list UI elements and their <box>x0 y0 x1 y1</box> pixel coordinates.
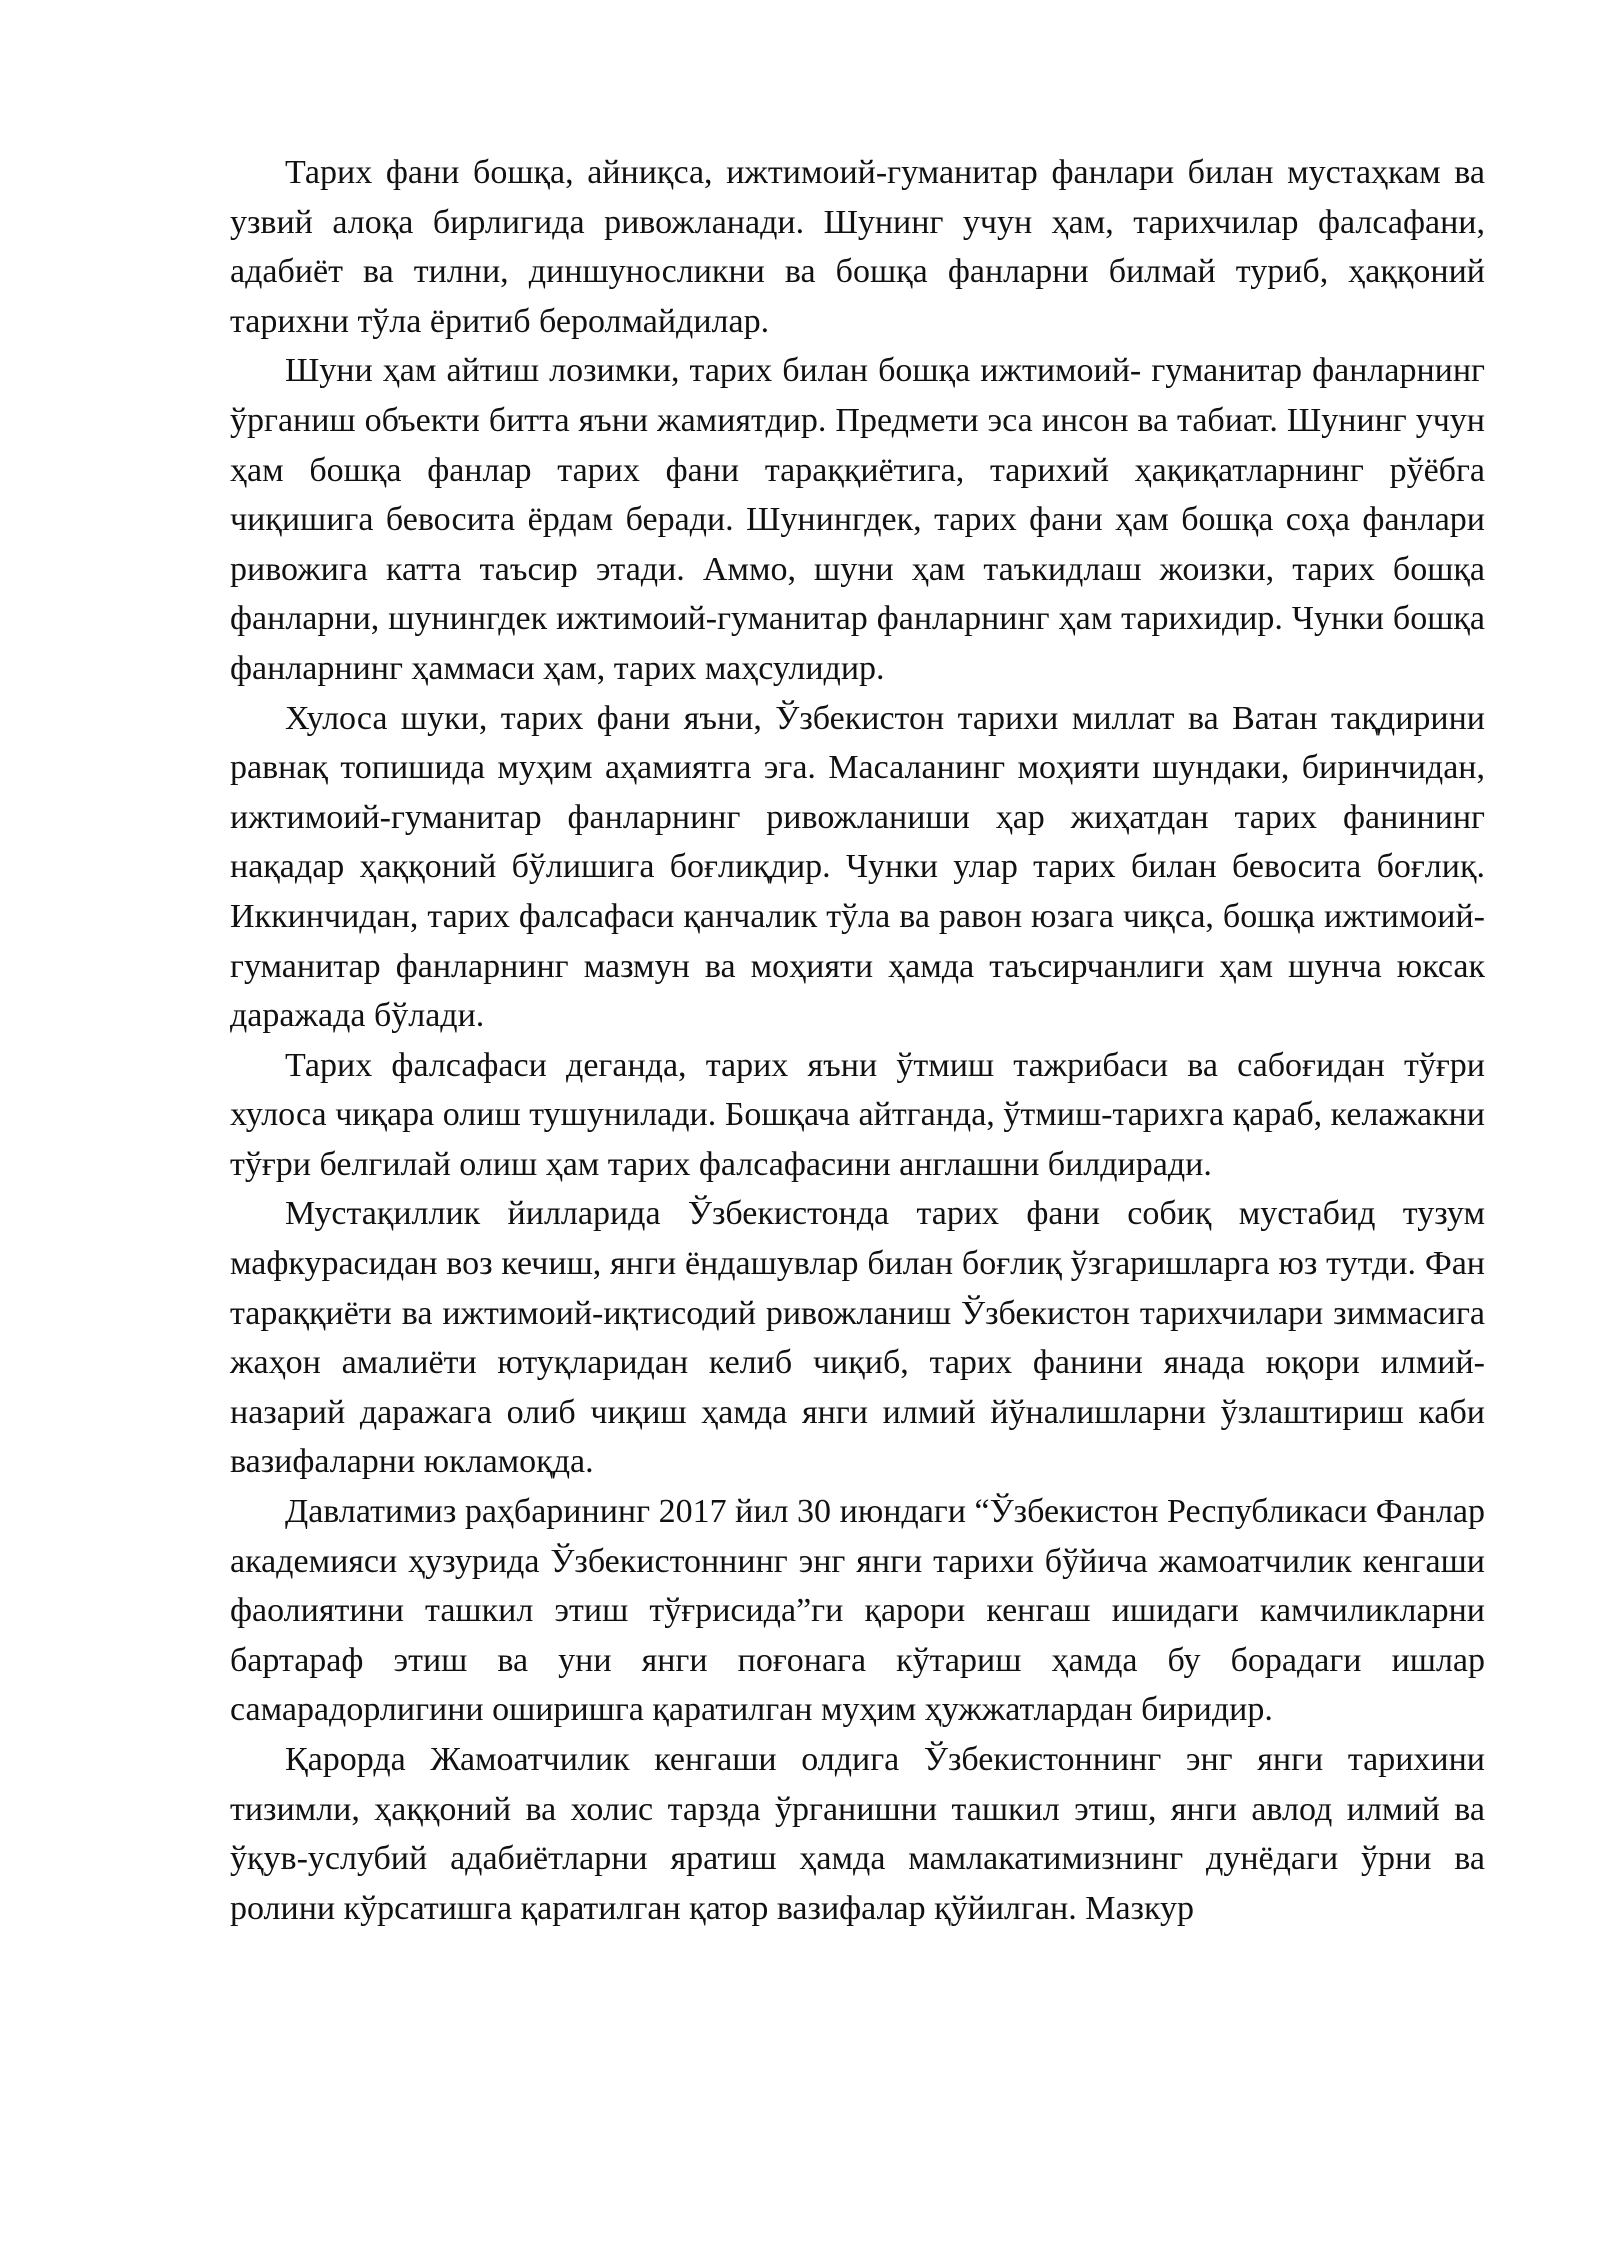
paragraph-3: Хулоса шуки, тарих фани яъни, Ўзбекистон тарихи миллат ва Ватан тақдирини равнақ топишида муҳим аҳамиятга эга. Масаланинг моҳияти шундаки, биринчидан, ижтимоий-гуманитар фанларнинг ривожланиши ҳар жиҳатдан тарих фанининг нақадар ҳаққоний бўлишига боғлиқдир. Чунки улар тарих билан бевосита боғлиқ. Иккинчидан, тарих фалсафаси қанчалик тўла ва равон юзага чиқса, бошқа ижтимоий-гуманитар фанларнинг мазмун ва моҳияти ҳамда таъсирчанлиги ҳам шунча юксак даражада бўлади. <box>230 699 1485 1035</box>
paragraph-5: Мустақиллик йилларида Ўзбекистонда тарих фани собиқ мустабид тузум мафкурасидан воз кечиш, янги ёндашувлар билан боғлиқ ўзгаришларга юз тутди. Фан тараққиёти ва ижтимоий-иқтисодий ривожланиш Ўзбекистон тарихчилари зиммасига жаҳон амалиёти ютуқларидан келиб чиқиб, тарих фанини янада юқори илмий-назарий даражага олиб чиқиш ҳамда янги илмий йўналишларни ўзлаштириш каби вазифаларни юкламоқда. <box>230 1195 1485 1481</box>
paragraph-1: Тарих фани бошқа, айниқса, ижтимоий-гуманитар фанлари билан мустаҳкам ва узвий алоқа бирлигида ривожланади. Шунинг учун ҳам, тарихчилар фалсафани, адабиёт ва тилни, диншуносликни ва бошқа фанларни билмай туриб, ҳаққоний тарихни тўла ёритиб беролмайдилар. <box>230 154 1485 340</box>
paragraph-7: Қарорда Жамоатчилик кенгаши олдига Ўзбекистоннинг энг янги тарихини тизимли, ҳаққоний ва холис тарзда ўрганишни ташкил этиш, янги авлод илмий ва ўқув-услубий адабиётларни яратиш ҳамда мамлакатимизнинг дунёдаги ўрни ва ролини кўрсатишга қаратилган қатор вазифалар қўйилган. Мазкур <box>230 1741 1485 1927</box>
paragraph-6: Давлатимиз раҳбарининг 2017 йил 30 июндаги “Ўзбекистон Республикаси Фанлар академияси ҳузурида Ўзбекистоннинг энг янги тарихи бўйича жамоатчилик кенгаши фаолиятини ташкил этиш тўғрисида”ги қарори кенгаш ишидаги камчиликларни бартараф этиш ва уни янги поғонага кўтариш ҳамда бу борадаги ишлар самарадорлигини оширишга қаратилган муҳим ҳужжатлардан биридир. <box>230 1493 1485 1729</box>
document-body <box>230 148 1485 1933</box>
paragraph-4: Тарих фалсафаси деганда, тарих яъни ўтмиш тажрибаси ва сабоғидан тўғри хулоса чиқара олиш тушунилади. Бошқача айтганда, ўтмиш-тарихга қараб, келажакни тўғри белгилай олиш ҳам тарих фалсафасини англашни билдиради. <box>230 1046 1485 1183</box>
paragraph-2: Шуни ҳам айтиш лозимки, тарих билан бошқа ижтимоий- гуманитар фанларнинг ўрганиш объекти битта яъни жамиятдир. Предмети эса инсон ва табиат. Шунинг учун ҳам бошқа фанлар тарих фани тараққиётига, тарихий ҳақиқатларнинг рўёбга чиқишига бевосита ёрдам беради. Шунингдек, тарих фани ҳам бошқа соҳа фанлари ривожига катта таъсир этади. Аммо, шуни ҳам таъкидлаш жоизки, тарих бошқа фанларни, шунингдек ижтимоий-гуманитар фанларнинг ҳам тарихидир. Чунки бошқа фанларнинг ҳаммаси ҳам, тарих маҳсулидир. <box>230 352 1485 687</box>
